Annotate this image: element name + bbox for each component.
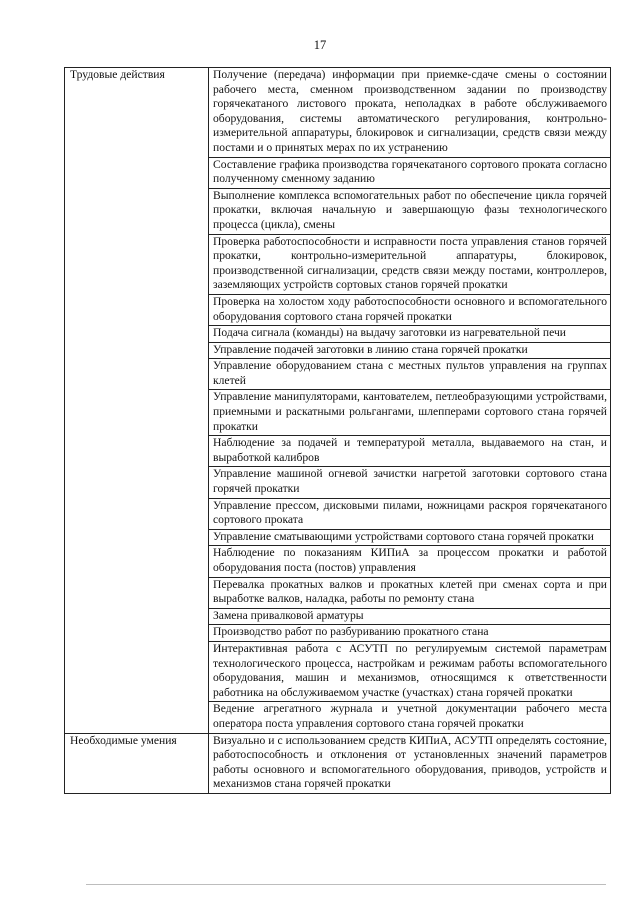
requirements-table [64, 67, 611, 794]
requirement-item: Управление машиной огневой зачистки нагретой заготовки сортового стана горячей прокатки [209, 467, 611, 498]
scan-edge-line [86, 884, 606, 885]
requirement-item: Наблюдение за подачей и температурой металла, выдаваемого на стан, и выработкой калибров [209, 436, 611, 467]
requirement-item: Управление манипуляторами, кантователем, петлеобразующими устройствами, приемными и раскатными рольгангами, шлепперами сортового стана горячей прокатки [209, 390, 611, 436]
section-label: Трудовые действия [70, 68, 165, 81]
requirement-item: Составление графика производства горячекатаного сортового проката согласно полученному сменному заданию [209, 157, 611, 188]
section-label-cell [65, 68, 209, 734]
section-label: Необходимые умения [70, 733, 177, 747]
requirement-item: Наблюдение по показаниям КИПиА за процессом прокатки и работой оборудования поста (постов) управления [209, 546, 611, 577]
requirement-item: Управление подачей заготовки в линию стана горячей прокатки [209, 342, 611, 359]
requirement-item: Подача сигнала (команды) на выдачу заготовки из нагревательной печи [209, 326, 611, 343]
requirements-table-body [65, 68, 611, 794]
requirement-item: Управление оборудованием стана с местных пультов управления на группах клетей [209, 359, 611, 390]
page-number: 17 [313, 38, 327, 52]
requirement-item: Управление сматывающими устройствами сортового стана горячей прокатки [209, 529, 611, 546]
requirement-item: Получение (передача) информации при приемке-сдаче смены о состоянии рабочего места, сменном производственном задании по производству горячекатаного листового проката, неполадках в работе обслуживаемого оборудования, системы автоматического регулирования, контрольно-измерительной аппаратуры, блокировок и сигнализации, средств связи между постами и о принятых мерах по их устранению [209, 68, 611, 158]
requirement-item: Производство работ по разбуриванию прокатного стана [209, 625, 611, 642]
requirement-item: Проверка работоспособности и исправности поста управления станов горячей прокатки, контрольно-измерительной аппаратуры, блокировок, производственной сигнализации, средств связи между постами, контроллеров, заземляющих устройств сортовых станов горячей прокатки [209, 234, 611, 294]
requirement-item: Перевалка прокатных валков и прокатных клетей при сменах сорта и при выработке валков, наладка, работы по ремонту стана [209, 577, 611, 608]
requirement-item: Визуально и с использованием средств КИПиА, АСУТП определять состояние, работоспособность и отклонения от установленных значений параметров работы основного и вспомогательного оборудования, приводов, устройств и механизмов стана горячей прокатки [209, 733, 611, 793]
requirement-item: Ведение агрегатного журнала и учетной документации рабочего места оператора поста управления сортового стана горячей прокатки [209, 702, 611, 733]
requirement-item: Управление прессом, дисковыми пилами, ножницами раскроя горячекатаного сортового проката [209, 498, 611, 529]
section-label-cell [65, 733, 209, 793]
requirement-item: Выполнение комплекса вспомогательных работ по обеспечение цикла горячей прокатки, включая начальную и завершающую фазы технологического процесса (цикла), смены [209, 188, 611, 234]
requirement-item: Интерактивная работа с АСУТП по регулируемым системой параметрам технологического процесса, настройкам и режимам работы вспомогательного оборудования, машин и механизмов, относящимся к ответственности работника на обслуживаемом участке (участках) стана горячей прокатки [209, 641, 611, 701]
requirement-item: Замена привалковой арматуры [209, 608, 611, 625]
requirement-item: Проверка на холостом ходу работоспособности основного и вспомогательного оборудования сортового стана горячей прокатки [209, 294, 611, 325]
table-row [65, 733, 611, 793]
table-row [65, 68, 611, 158]
